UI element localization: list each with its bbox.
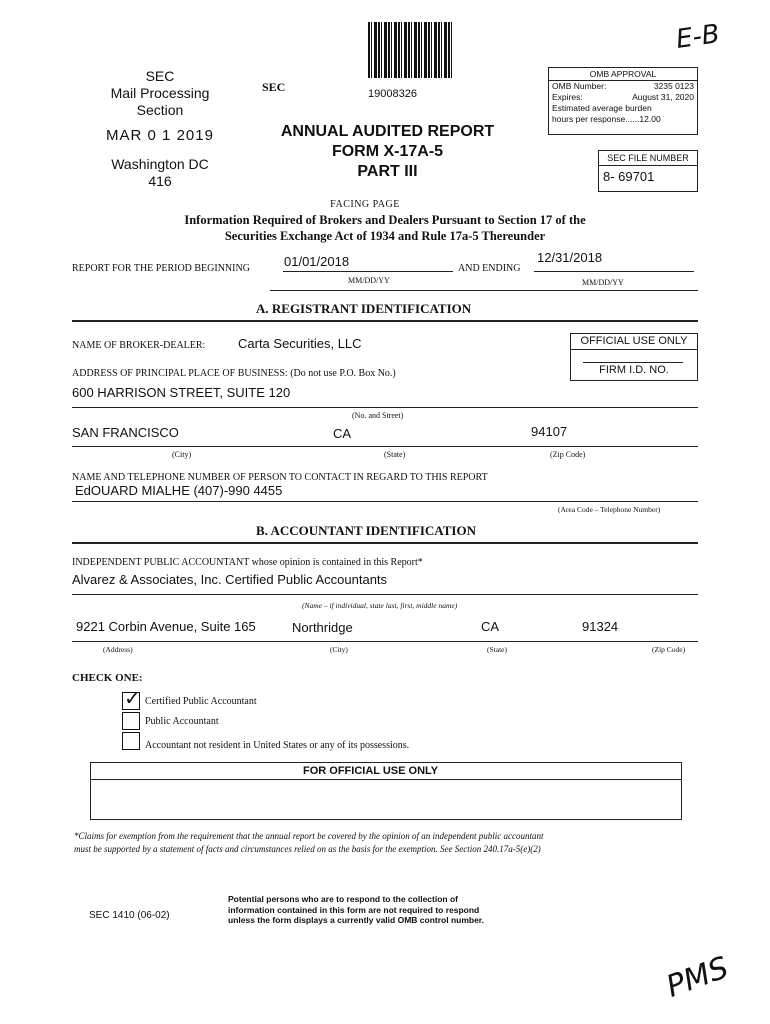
title-line3: PART III (357, 163, 418, 180)
phone-caption: (Area Code – Telephone Number) (558, 505, 661, 514)
zip-value[interactable]: 94107 (531, 424, 568, 439)
state-value[interactable]: CA (333, 426, 352, 441)
address-label: ADDRESS OF PRINCIPAL PLACE OF BUSINESS: (Do not use P.O. Box No.) (72, 368, 396, 379)
handwritten-corner-mark: E-B (674, 19, 722, 55)
contact-line (72, 501, 698, 502)
title-line1: ANNUAL AUDITED REPORT (280, 123, 495, 140)
facing-page-title: FACING PAGE (330, 199, 400, 210)
footnote-line1: *Claims for exemption from the requirement that the annual report be covered by the opinion of an independent public accountant (74, 831, 544, 841)
sec-label: SEC (262, 80, 286, 94)
address-caption: (Address) (103, 645, 133, 654)
accountant-name-caption: (Name – if individual, state last, first, middle name) (302, 601, 458, 610)
street-caption: (No. and Street) (352, 411, 404, 420)
accountant-state-value[interactable]: CA (481, 619, 500, 634)
facing-line2: Securities Exchange Act of 1934 and Rule 17a-5 Thereunder (224, 229, 546, 243)
sec-file-value: 8- 69701 (603, 169, 655, 184)
section-a-top-rule (270, 290, 698, 291)
period-beginning-label: REPORT FOR THE PERIOD BEGINNING (72, 263, 250, 274)
checkmark-icon: ✓ (124, 686, 141, 710)
omb-approval-box (548, 67, 698, 135)
official-use-label: OFFICIAL USE ONLY (571, 334, 697, 350)
accountant-value[interactable]: Alvarez & Associates, Inc. Certified Public Accountants (72, 572, 388, 587)
title-line2: FORM X-17A-5 (331, 143, 444, 160)
accountant-line (72, 594, 698, 595)
city-line (72, 446, 698, 447)
check-one-title: CHECK ONE: (72, 672, 143, 684)
checkbox-certified[interactable] (122, 686, 141, 710)
omb-expires-row (549, 92, 697, 103)
omb-burden-line2: hours per response......12.00 (552, 114, 661, 124)
contact-value[interactable]: EdOUARD MIALHE (407)-990 4455 (75, 483, 283, 498)
form-title (255, 122, 520, 182)
notice-line3: unless the form displays a currently valid OMB control number. (228, 915, 485, 925)
city-caption: (City) (172, 450, 192, 459)
form-id: SEC 1410 (06-02) (89, 910, 170, 921)
contact-label: NAME AND TELEPHONE NUMBER OF PERSON TO CONTACT IN REGARD TO THIS REPORT (72, 472, 488, 483)
section-b-rule (72, 542, 698, 544)
city-value[interactable]: SAN FRANCISCO (72, 425, 179, 440)
stamp-date: MAR 0 1 2019 (106, 127, 214, 144)
stamp-line2: Mail Processing (110, 85, 210, 101)
checkbox-nonresident[interactable] (122, 732, 140, 750)
omb-number-value: 3235 0123 (653, 81, 694, 91)
omb-expires-value: August 31, 2020 (632, 92, 694, 102)
accountant-label: INDEPENDENT PUBLIC ACCOUNTANT whose opinion is contained in this Report* (72, 557, 423, 568)
option-certified-label: Certified Public Accountant (145, 696, 257, 707)
for-official-use-box (90, 762, 682, 820)
facing-line1: Information Required of Brokers and Dealers Pursuant to Section 17 of the (184, 213, 586, 227)
for-official-use-title: FOR OFFICIAL USE ONLY (303, 765, 439, 777)
sec-file-number-box (598, 150, 698, 192)
checkbox-public[interactable] (122, 712, 140, 730)
period-beginning-value[interactable]: 01/01/2018 (284, 254, 350, 269)
broker-name-value[interactable]: Carta Securities, LLC (238, 336, 362, 351)
b-zip-caption: (Zip Code) (652, 645, 686, 654)
broker-name-label: NAME OF BROKER-DEALER: (72, 340, 206, 351)
footnote (74, 830, 704, 856)
firm-id-label: FIRM I.D. NO. (599, 364, 669, 376)
stamp-line3: Section (136, 102, 184, 118)
section-a-title: A. REGISTRANT IDENTIFICATION (256, 301, 472, 316)
accountant-address-value[interactable]: 9221 Corbin Avenue, Suite 165 (76, 619, 256, 634)
period-ending-label: AND ENDING (458, 263, 521, 274)
section-a-rule (72, 320, 698, 322)
notice-line2: information contained in this form are not required to respond (228, 904, 480, 915)
period-format-1: MM/DD/YY (348, 276, 390, 285)
option-nonresident-label: Accountant not resident in United States or any of its possessions. (145, 740, 410, 751)
accountant-city-value[interactable]: Northridge (292, 620, 353, 635)
stamp-city: Washington DC (111, 156, 209, 172)
notice-line1: Potential persons who are to respond to the collection of (228, 894, 458, 904)
option-public-label: Public Accountant (145, 716, 219, 727)
facing-info (60, 212, 710, 244)
omb-number-label: OMB Number: (552, 81, 607, 91)
official-use-blank-line (583, 362, 683, 363)
omb-burden-line1: Estimated average burden (552, 103, 652, 113)
accountant-zip-value[interactable]: 91324 (582, 619, 619, 634)
b-state-caption: (State) (487, 645, 507, 654)
sec-file-label: SEC FILE NUMBER (599, 151, 697, 166)
omb-notice (228, 894, 484, 926)
b-city-caption: (City) (330, 645, 348, 654)
period-ending-line (534, 271, 694, 272)
omb-expires-label: Expires: (552, 92, 583, 102)
zip-caption: (Zip Code) (550, 450, 586, 459)
stamp-line1: SEC (145, 68, 175, 84)
official-use-only-box (570, 333, 698, 381)
section-b-title: B. ACCOUNTANT IDENTIFICATION (256, 523, 476, 538)
barcode-image (368, 22, 454, 78)
document-number: 19008326 (368, 88, 417, 100)
street-value[interactable]: 600 HARRISON STREET, SUITE 120 (72, 385, 291, 400)
omb-title: OMB APPROVAL (549, 68, 697, 81)
state-caption: (State) (384, 450, 406, 459)
accountant-address-line (72, 641, 698, 642)
stamp-number: 416 (148, 173, 172, 189)
omb-number-row (549, 81, 697, 92)
street-line (72, 407, 698, 408)
period-ending-value[interactable]: 12/31/2018 (537, 250, 603, 265)
sec-mail-stamp (95, 68, 225, 190)
official-use-header-rule (91, 779, 681, 780)
period-format-2: MM/DD/YY (582, 278, 624, 287)
footnote-line2: must be supported by a statement of facts and circumstances relied on as the basis for the exemption. See Section 240.17a-5(e)(2) (74, 844, 541, 854)
handwritten-initials: PMS (661, 950, 734, 1005)
period-beginning-line (283, 271, 453, 272)
